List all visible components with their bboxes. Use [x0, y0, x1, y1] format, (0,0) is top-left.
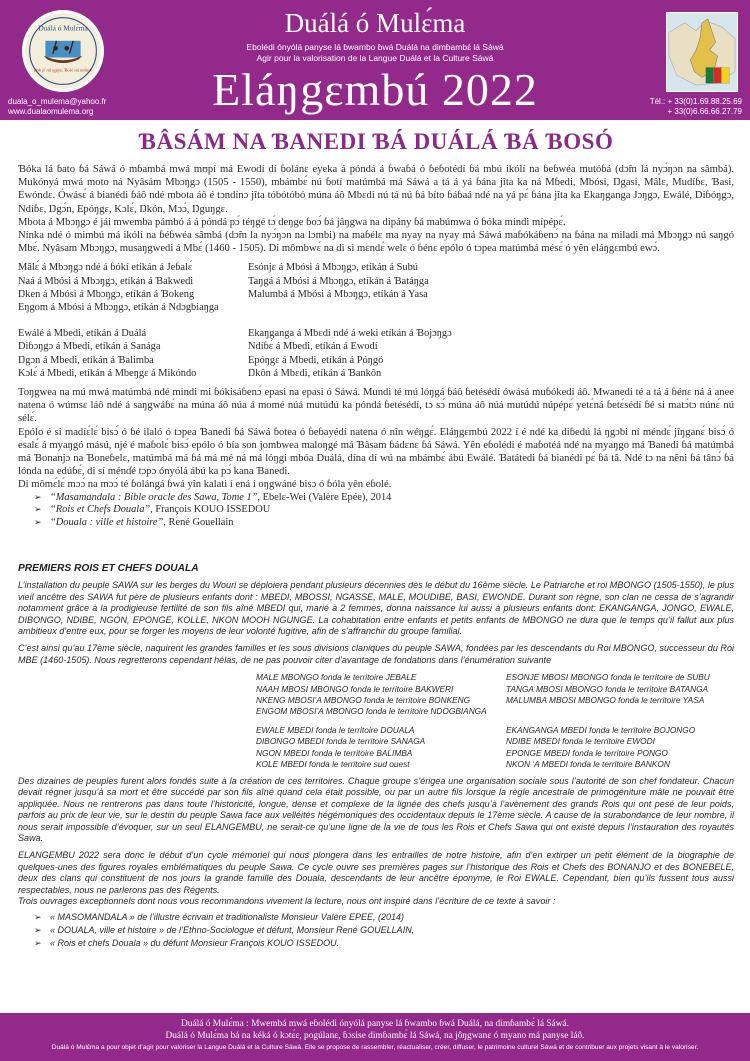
territory-item: MALUMBA MBOSI MBONGO fonda le territoire YASA	[506, 694, 705, 705]
duala-paragraph: Mbota á Mbɔŋgɔ é jái mwemba pámbó á á póndá pɔ́ téŋgé tɔ́ deŋge ɓoɔ́ ɓá jâŋgwa na dipány ɓá mabúmwa ó ɓóka mindi mípépɛ́.	[18, 216, 566, 228]
territories-french-list	[256, 672, 734, 770]
territory-item: MALE MBONGO fonda le territoire JEBALE	[256, 672, 417, 683]
territory-item: KOLE MBEDI fonda le territoire sud ouest	[256, 758, 410, 769]
territory-item: Ŋgɔn á Mbedi, etíkán á Ɓalimba	[18, 354, 154, 366]
footer-banner	[0, 1013, 750, 1061]
reference-item: ➢ “Douala : ville et histoire”, René Gouellain	[34, 517, 734, 530]
territory-item: Ewálé á Mbedi, etíkán á Duálá	[18, 328, 147, 340]
duala-paragraph: Toŋgwea na mú mwá matúmbá ndé mindi mi ɓókisáɓenɔ́ epasi na epasi ó Sáwá. Mundi té mú lóŋgá ɓáô ɓetésédí ówásá muɓókedi áô. Mwanedi té a tá á ɓénɛ ná á anee natena ó wúmsɛ láô ndé á saŋgwáɓɛ́ na múna áô núa á momé núá mutúdú ka póndá ɓetésédí, tɔ sɔ́ múna áô núá mutúdú núpépɛ́ yetɛ́ná ɓetɛ́sédí ɓé si matɔ́tɔ núnɛ́ nú sélɛ́.	[18, 387, 734, 425]
svg-text:Duálá ó Mulɛ́ma: Duálá ó Mulɛ́ma	[38, 23, 88, 33]
website-link[interactable]: www.dualaomulema.org	[8, 107, 94, 116]
reference-item: ➢ « Rois et chefs Douala » du défunt Monsieur François KOUO ISSEDOU.	[34, 937, 734, 950]
territory-item: Naá á Mbósi á Mbɔŋgɔ, etíkán á Ɓakwedi	[18, 275, 194, 287]
svg-text:Ɓok jɛ́ ná ŋgíyɛ, Ɓoló ná mʊ́n: Ɓok jɛ́ ná ŋgíyɛ, Ɓoló ná mʊ́ndɛ	[33, 68, 93, 74]
territory-item: NGON MBEDI fonda le territoire BALIMBA	[256, 747, 413, 758]
tagline	[140, 42, 610, 64]
french-paragraph: Trois ouvrages exceptionnels dont nous vous recommandons vivement la lecture, nous ont inspiré dans l’écriture de ce texte à savoir :	[18, 895, 556, 906]
header-banner	[0, 0, 750, 120]
brand-name: Duálá ó Mulɛ́ma	[284, 8, 466, 38]
main-heading: ƁÂSÁM NA ƁANEDI ƁÁ DUÁLÁ ƁÁ ƁOSÓ	[138, 129, 614, 154]
territory-item: Eŋgom á Mbósi á Mbɔŋgɔ, etíkán á Ndɔgbiaŋga	[18, 302, 219, 314]
french-paragraph: L’installation du peuple SAWA sur les berges du Wouri se déploiera pendant plusieurs décennies dès le début du 16ème siècle. Le Patriarche et roi MBONGO (1505-1550), le plus vieil ancêtre des SAWA fut père de plusieurs enfants dont : MBEDI, MBOSSI, NGASSE, MALE, MOUDIBE, BASI, EWONDE. Durant son règne, son clan ne cessa de s’agrandir notamment grâce à la prodigieuse fertilité de son fils aîné MBEDI qui, marié à 2 femmes, donna naissance lui aussi à plusieurs enfants dont: EKANGANGA, JONGO, EWALE, DIBONGO, NDIBE, NGON, EPONGE, KOLLE, NKON MOOH NGUNGE. La cohabitation entre enfants et petits enfants de MBONGO ne dura que le temps qu’il fallut aux plus ambitieux d’entre eux, pour se forger les moyens de leur volonté fugitive, afin de s’affranchir du groupe familial.	[18, 580, 734, 637]
territory-item: TANGA MBOSI MBONGO fonda le territoire BATANGA	[506, 683, 709, 694]
territories-duala-list	[18, 261, 734, 380]
banner-title: Eláŋgɛmbú 2022	[212, 64, 538, 115]
footer-line: Duálá ó Mulɛ́ma bá na kéká ó kɔtɛ́ɛ, pogúlanɛ, ɓɔsise dimɓambɛ́ lá Sáwá, na jôŋgwanɛ ó myano má panyse láô.	[165, 1031, 585, 1041]
territory-item: Ekaŋganga á Mbɛdi ndé á weki etíkán á Ɓojɔŋgɔ	[248, 328, 452, 340]
territory-item: NKON ‘A MBEDI fonda le territoire BANKON	[506, 758, 670, 769]
duala-paragraph: Epólo é si madíɛ́lɛ́ bisɔ́ ó ɓé ilaló ó tɔpea Ɓanedi ɓá Sáwá ɓotea ó ɓeɓayédí natena ó nîn wéŋgɛ́. Eláŋgɛmbú 2022 í é ndé ka diɓedú lá ŋgɔbi ní méndɛ́ jîŋganɛ́ bisɔ́ ó esalɛ́ á myaŋgó mású, njé é maɓolɛ́ bisɔ́ epólo ó bía son jombwea maloŋgé má Ɓâsam ɓádɛnɛ ɓá Sáwá. Yên eɓolédi é maɓotéá ndé na myaŋgo má Ɓanedi ɓá matúmbá má Ɓonanjɔ na Ɓoneɓelɛ, matúmbá má ɓá má mé ná má lóŋgi mbóa Duálá, dína dí wú na mbámbɛ́ ábú Ewálé. Ɓatátedi ɓá bianédi pɛ́ ɓá tâ. Ndé tɔ na nêni ɓá tânɔ́ ɓá lónda na edúɓɛ́, di sí ménɗé tɔpɔ ónyólá ábú ka pɔ́ kana Ɓanedi.	[18, 426, 734, 478]
contact-right	[650, 97, 742, 117]
duala-paragraph: Ɓóka lá ɓato ɓá Sáwá ó mɓambá mwá mʊpí má Ewodí dí ɓolánɛ eyeka á póndá á ɓwaɓá ó ɓeɓotédí ɓá mbú ikólí na ɓeɓwéa mutóɓá (dɔ̃m lá nyɔ́ŋɔn na sâmbá). Mukónyá mwá moto ná Nyâsám Mbɔŋgɔ (1505 - 1550), mbámbɛ́ nú ɓotí matúmbá má Sáwá a tá á yá ɓána jîta ka ná Mɓedi, Mbósi, Ŋgasi, Mâlɛ, Mudíɓɛ, Ɓasi, Ewóndɛ. Ówásɛ́ á bianédi ɓáô ndé mbota áô é tɔndínɔ jîta tóbótóbó múna áô Mbɛdi nú tá nú ɓá bíto ɓáɓaá ndé na yá pɛ́ ɓána jîta ka Ekaŋganga Jɔŋgɔ, Ewálé, Diɓóŋgɔ, Ndíɓɛ, Ŋgɔ́n, Epóŋgɛ, Kɔlɛ́, Ŋkón, Mɔɔ́, Ŋguŋgɛ.	[18, 164, 734, 215]
territory-item: DIBONGO MBEDI fonda le territoire SANAGA	[256, 736, 426, 747]
french-section-heading: PREMIERS ROIS ET CHEFS DOUALA	[18, 563, 199, 575]
reference-item: ➢ « MASOMANDALA » de l’illustre écrivain et traditionaliste Monsieur Valère EPEE, (2014)	[34, 911, 734, 924]
territory-item: Taŋgá á Mbósi á Mbɔŋgɔ, etíkán á Ɓatáŋga	[248, 275, 429, 287]
reference-item: ➢ “Rois et Chefs Douala”, François KOUO ISSEDOU	[34, 504, 734, 517]
french-reference-list	[34, 911, 734, 949]
article-content	[18, 122, 734, 949]
email-link[interactable]: duala_o_mulema@yahoo.fr	[8, 97, 107, 106]
duala-reference-list	[34, 492, 734, 530]
french-paragraph: C’est ainsi qu’au 17ème siècle, naquirent les grandes familles et les sous divisions claniques du peuple SAWA, fondées par les descendants du Roi MBONGO, successeur du Roi MBE (1460-1505). Nous regretterons cependant hélas, de ne pas pouvoir citer d’avantage de fondations dans l’énumération suivante	[18, 643, 734, 665]
footer-line: Duálá ó Mulɛ́ma : Mwembá mwá eɓolédi ónyólá panyse lá ɓwambo ɓwá Duálá, na dimɓambɛ́ lá Sáwá.	[181, 1019, 569, 1029]
territory-item: Mâlɛ́ á Mbɔŋgɔ ndé á ɓókí etíkán á Jeɓalɛ́	[18, 262, 193, 274]
territory-item: Ŋken á Mbósi á Mbɔŋgɔ, etíkán á Ɓokeng	[18, 288, 195, 300]
association-logo	[22, 10, 104, 92]
territory-item: Ndíɓɛ́ á Mbedi, etíkán á Ewodí	[248, 341, 378, 353]
territory-item: NDIBE MBEDI fonda le territoire EWODI	[506, 736, 655, 747]
territory-item: EWALE MBEDI fonda le territoire DOUALA	[256, 725, 415, 736]
cameroon-map-image	[666, 12, 738, 92]
territory-item: ESONJE MBOSI MBONGO fonda le territoire de SUBU	[506, 672, 710, 683]
tagline-duala: Ebolédi ónyólá panyse lá ɓwambo ɓwá Duálá na dimɓambɛ́ lá Sáwá	[246, 42, 504, 52]
territory-item: EPONGE MBEDI fonda le territoire PONGO	[506, 747, 668, 758]
territory-item: Kɔlɛ́ á Mbedi, etíkán á Mbeŋgɛ á Mikóndo	[18, 367, 197, 379]
territory-item: Epóŋgɛ á Mbedi, etíkán á Póŋgó	[248, 354, 384, 366]
territory-item: ENGOM MBOSI’A MBONGO fonda le territoire NDOGBIANGA	[256, 705, 487, 716]
french-paragraph: ELANGEMBU 2022 sera donc le début d’un cycle mémoriel qui nous plongera dans les entrailles de notre histoire, afin d’en extirper un petit élément de la biographie de quelques-unes des figures royales emblématiques du peuple Sawa. Ce cycle ouvre ses premières pages sur l’historique des Rois et Chefs des BONANJO et des BONEBELE, deux des clans qui constituent de nos jours la grande famille des Douala, descendants de leur ancêtre éponyme, le Roi EWALE. Cependant, bien qu’ils fussent tous aussi respectables, nous ne parlerons pas des Régents.	[18, 850, 734, 895]
territory-item: Esónjɛ á Mbósi á Mbɔŋgɔ, etíkán á Subú	[248, 262, 418, 274]
french-paragraph: Des dizaines de peuples furent alors fondés suite à la création de ces territoires. Chaque groupe s’érigea une organisation sociale sous l’autorité de son chef fondateur. Chacun devait régner jusqu’à sa mort et être succédé par son fils aîné quand cela était possible, ou par un autre fils lorsque la règle ancestrale de primogéniture mâle ne pouvait être appliquée. Nous ne rentrerons pas dans toute l’historicité, longue, dense et complexe de la lignée des chefs jusqu’à l’avènement des grands Rois qui ont pesé de leur poids, parfois au prix de leur vie, sur le destin du peuple Sawa face aux velléités hégémoniques des occidentaux depuis le 17ème siècle. A cause de la surabondance de leur nombre, il nous serait impossible d’évoquer, sur un seul ELANGEMBU, ne serait-ce qu’une ligne de la vie de tous les Rois et Chefs Sawa qui ont existé depuis l’instauration des royautés Sawa.	[18, 775, 734, 843]
duala-paragraph: Nínka ndé ó mimbú má ikólí na ɓéɓwéa sâmbá (dɔ̃m la nyɔ́ŋɔn na lɔmbi) na maɓélɛ ma nyay na nyay má Sáwá maɓókáɓenɔ́ na ɓána na miladi má Mbɔŋgɔ nú saŋgó Mbɛ́. Nyâsam Mbɔŋgɔ, musaŋgwedi á Mbɛ́ (1460 - 1505). Di mômbwɛ́ na di si mɛndɛ́ welɛ ó ɓénɛ epólo ó tɔpea matúmbá mésɛ́ ó yên eláŋgɛmbú ewɔ́.	[18, 230, 734, 255]
footer-line: Duálá ó Mulɛ́ma a pour objet d’agir pour valoriser la Langue Duálá et la Culture Sáwá. Elle se propose de rassembler, réactualiser, créer, diffuser, le patrimoine culturel Sáwá et de contribuer aux projets visant à le valoriser.	[51, 1044, 699, 1051]
territory-item: EKANGANGA MBEDI fonda le territoire BOJONGO	[506, 725, 696, 736]
territory-item: Ŋkôn á Mbɛdi, etíkán á Ɓankôn	[248, 367, 382, 379]
territory-item: NKENG MBOSI’A MBONGO fonda le territoire BONKENG	[256, 694, 471, 705]
territory-item: NAAH MBOSI MBONGO fonda le territoire BAKWERI	[256, 683, 454, 694]
reference-item: ➢ « DOUALA, ville et histoire » de l’Ethno-Sociologue et défunt, Monsieur René GOUELLAIN,	[34, 924, 734, 937]
contact-left	[8, 97, 106, 117]
phone-1: Tél.: + 33(0)1.69.88.25.69	[649, 97, 742, 106]
tagline-french: Agir pour la valorisation de la Langue Duálá et la Culture Sáwá	[256, 53, 494, 63]
reference-item: ➢ “Masamandala : Bible oracle des Sawa, Tome 1”, Ebelɛ-Wei (Valère Epée), 2014	[34, 492, 734, 505]
territory-item: Malumbá á Mbósi á Mbɔŋgɔ, etíkán á Yasa	[248, 288, 428, 300]
territory-item: Diɓɔŋgɔ á Mbedi, etíkán á Sanága	[18, 341, 161, 353]
phone-2: + 33(0)6.66.66.27.79	[667, 107, 742, 116]
territory-item	[506, 706, 726, 717]
territory-item	[248, 301, 588, 314]
duala-paragraph: Di mômɛ́lɛ́ mɔɔ́ na mɔɔ́ té ɓolángá ɓwá yîn kalati í ená í oŋgwáné bisɔ ó ɓóla yên eɓolé.	[18, 479, 392, 491]
